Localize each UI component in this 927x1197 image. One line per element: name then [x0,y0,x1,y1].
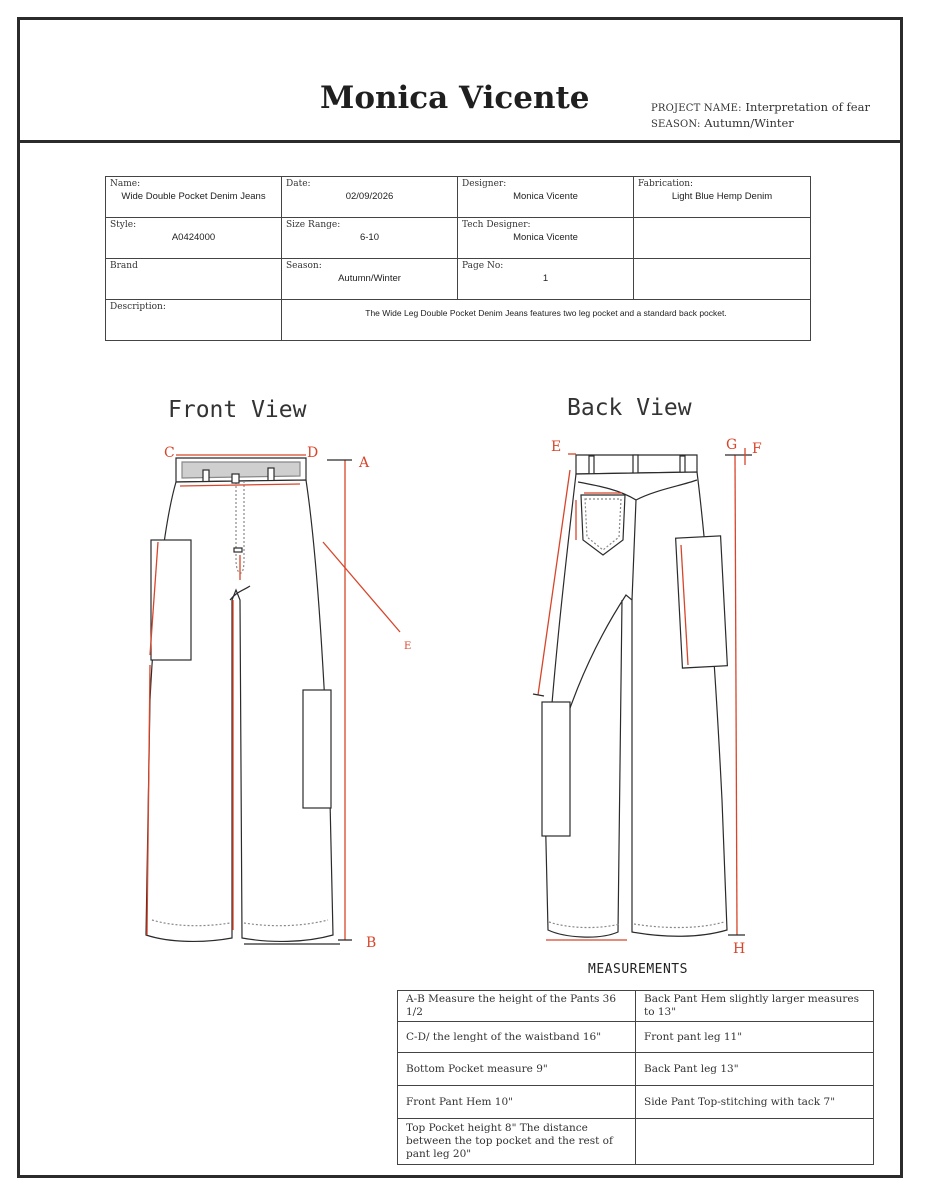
project-name-label: PROJECT NAME: [651,103,742,114]
tech-designer-label: Tech Designer: [462,220,531,230]
marker-g: G [726,437,738,453]
designer-brand-title: Monica Vicente [320,80,590,116]
name-label: Name: [110,179,141,189]
spec-season-label: Season: [286,261,322,271]
measurement-cell: Front Pant Hem 10" [398,1086,636,1119]
date-label: Date: [286,179,311,189]
marker-c: C [164,445,175,461]
marker-f: F [752,441,762,457]
season-label: SEASON: [651,119,701,130]
back-bottom-pocket [542,702,570,836]
measurement-row [398,1022,874,1053]
description-label: Description: [110,302,166,312]
measurements-title: MEASUREMENTS [588,962,688,977]
spec-season-value: Autumn/Winter [338,273,401,284]
front-bottom-pocket [303,690,331,808]
measurement-cell: Back Pant leg 13" [636,1053,874,1086]
name-value: Wide Double Pocket Denim Jeans [121,191,266,202]
front-zipper-pull [234,548,242,552]
front-view-drawing [146,458,333,941]
front-view-title: Front View [168,397,307,423]
season-value: Autumn/Winter [704,116,794,130]
measurements-table [397,990,874,1165]
marker-e-back: E [551,439,562,455]
measure-line-side-back [538,470,570,695]
measurement-cell [636,1119,874,1165]
measurement-row [398,1086,874,1119]
tech-designer-value: Monica Vicente [513,232,578,243]
measure-line-e-pointer [323,542,400,632]
size-range-value: 6-10 [359,232,379,243]
back-view-drawing [542,455,727,937]
style-value: A0424000 [171,232,216,243]
designer-label: Designer: [462,179,507,189]
front-waistband-inner [182,462,300,478]
measurement-cell: Top Pocket height 8" The distance between the top pocket and the rest of pant leg 20" [398,1119,636,1165]
marker-b: B [366,935,377,951]
measurement-cell: Bottom Pocket measure 9" [398,1053,636,1086]
measurement-cell: A-B Measure the height of the Pants 36 1/2 [398,991,636,1022]
designer-value: Monica Vicente [513,191,578,202]
page-no-label: Page No: [462,261,504,271]
fabrication-value: Light Blue Hemp Denim [671,191,773,202]
fabrication-label: Fabrication: [638,179,694,189]
measurement-row [398,1053,874,1086]
front-button [232,474,239,483]
brand-label: Brand [110,261,138,271]
date-value: 02/09/2026 [345,191,394,202]
measure-line-gh [735,455,737,935]
measurement-row [398,1119,874,1165]
back-view-title: Back View [567,395,692,421]
marker-a: A [359,455,370,471]
style-label: Style: [110,220,137,230]
project-name-value: Interpretation of fear [745,100,870,114]
back-belt-loop [589,456,594,476]
size-range-label: Size Range: [286,220,341,230]
measurement-row [398,991,874,1022]
measurement-cell: Side Pant Top-stitching with tack 7" [636,1086,874,1119]
marker-d: D [307,445,319,461]
back-top-pocket [676,536,728,668]
measurement-cell: Front pant leg 11" [636,1022,874,1053]
measurement-cell: C-D/ the lenght of the waistband 16" [398,1022,636,1053]
marker-h: H [733,941,746,957]
description-value: The Wide Leg Double Pocket Denim Jeans features two leg pocket and a standard back pocket. [365,308,727,318]
measurement-cell: Back Pant Hem slightly larger measures to 13" [636,991,874,1022]
marker-e-front: E [404,641,412,652]
page-no-value: 1 [542,273,549,284]
